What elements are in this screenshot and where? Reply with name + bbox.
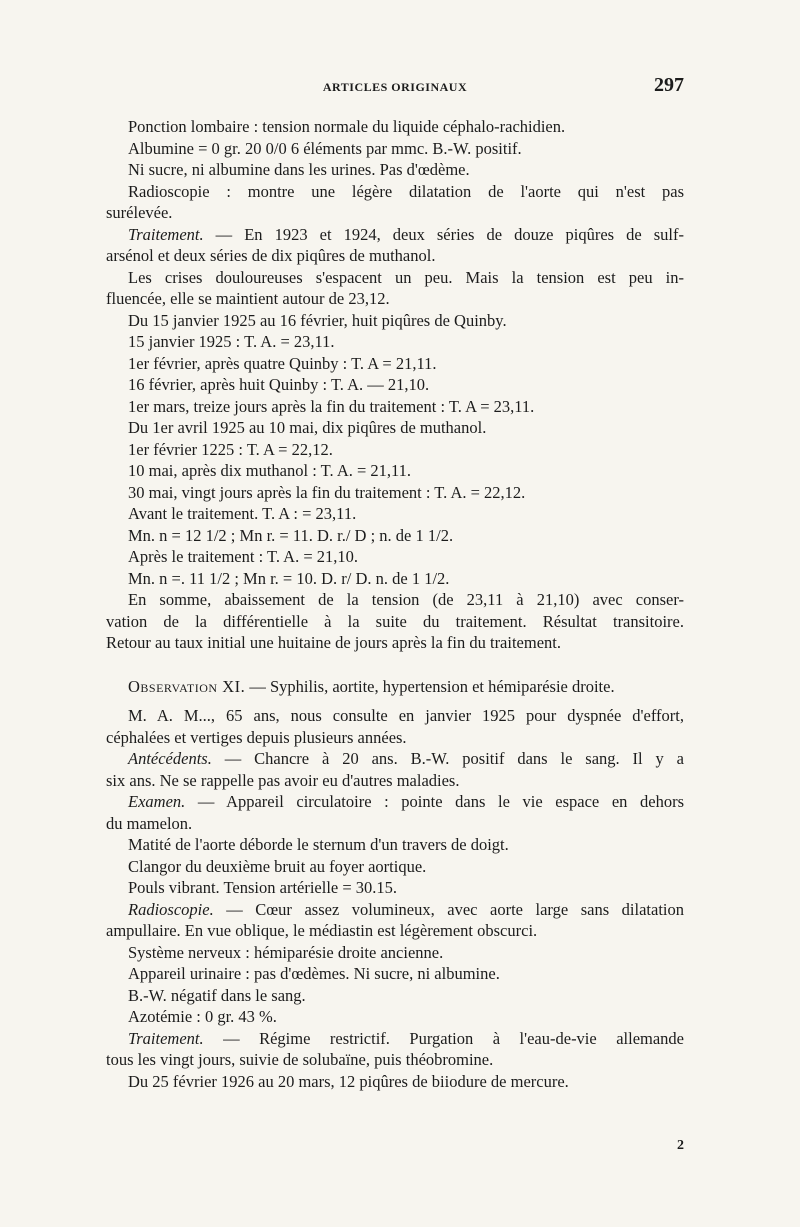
text-line — [106, 245, 684, 267]
text-line — [106, 748, 684, 770]
text-line — [106, 1028, 684, 1050]
text-line — [106, 224, 684, 246]
observation-heading — [106, 676, 684, 698]
text-line — [106, 1006, 684, 1028]
line-text: — Appareil circulatoire : pointe dans le vie espace en dehors — [185, 792, 684, 811]
text-line — [106, 331, 684, 353]
line-text: Du 25 février 1926 au 20 mars, 12 piqûres de biiodure de mercure. — [128, 1071, 569, 1091]
line-text: 16 février, après huit Quinby : T. A. — 21,10. — [128, 375, 430, 394]
line-text: Pouls vibrant. Tension artérielle = 30.15. — [128, 878, 398, 897]
line-text: arsénol et deux séries de dix piqûres de muthanol. — [106, 246, 436, 265]
line-text: ampullaire. En vue oblique, le médiastin est légèrement obscurci. — [106, 921, 538, 940]
page-number: 297 — [654, 74, 684, 96]
text-line — [106, 525, 684, 547]
text-line — [106, 942, 684, 964]
line-text: 15 janvier 1925 : T. A. = 23,11. — [128, 332, 335, 351]
line-text: Retour au taux initial une huitaine de jours après la fin du traitement. — [106, 633, 561, 652]
line-text: Radioscopie : montre une légère dilatation de l'aorte qui n'est pas — [128, 181, 684, 201]
text-line — [106, 856, 684, 878]
running-head: ARTICLES ORIGINAUX — [322, 80, 468, 94]
line-text: Les crises douloureuses s'espacent un peu. Mais la tension est peu in- — [128, 267, 684, 287]
line-text: Mn. n =. 11 1/2 ; Mn r. = 10. D. r/ D. n. de 1 1/2. — [128, 568, 450, 588]
line-text: du mamelon. — [106, 813, 193, 833]
text-line — [106, 985, 684, 1007]
line-text: 30 mai, vingt jours après la fin du traitement : T. A. = 22,12. — [128, 482, 526, 502]
text-line — [106, 310, 684, 332]
line-text: — En 1923 et 1924, deux séries de douze piqûres de sulf- — [203, 224, 684, 244]
line-text: tous les vingt jours, suivie de solubaïne, puis théobromine. — [106, 1050, 494, 1069]
section-lead: Examen. — [128, 792, 186, 811]
text-line — [106, 1071, 684, 1093]
section-lead: Radioscopie. — [128, 899, 214, 919]
line-text: — Régime restrictif. Purgation à l'eau-de-vie allemande — [203, 1028, 684, 1048]
line-text: Clangor du deuxième bruit au foyer aortique. — [128, 856, 427, 876]
line-text: surélevée. — [106, 203, 173, 222]
text-line — [106, 159, 684, 181]
text-line — [106, 568, 684, 590]
line-text: fluencée, elle se maintient autour de 23,12. — [106, 289, 390, 308]
line-text: — Chancre à 20 ans. B.-W. positif dans le sang. Il y a — [211, 749, 684, 768]
line-text: Avant le traitement. T. A : = 23,11. — [128, 504, 357, 523]
page-header — [106, 74, 684, 104]
text-line — [106, 834, 684, 856]
line-text: — Cœur assez volumineux, avec aorte large sans dilatation — [213, 899, 684, 919]
text-line — [106, 899, 684, 921]
text-line — [106, 439, 684, 461]
text-line — [106, 202, 684, 224]
text-line — [106, 417, 684, 439]
section-lead: Antécédents. — [128, 749, 212, 768]
text-line — [106, 396, 684, 418]
text-line — [106, 727, 684, 749]
text-line — [106, 589, 684, 611]
text-line — [106, 546, 684, 568]
line-text: B.-W. négatif dans le sang. — [128, 985, 306, 1005]
line-text: Ponction lombaire : tension normale du liquide céphalo-rachidien. — [128, 117, 566, 136]
line-text: Ni sucre, ni albumine dans les urines. Pas d'œdème. — [128, 160, 470, 179]
text-line — [106, 920, 684, 942]
line-text: vation de la différentielle à la suite du traitement. Résultat transitoire. — [106, 611, 684, 631]
text-line — [106, 611, 684, 633]
text-line — [106, 791, 684, 813]
text-line — [106, 267, 684, 289]
text-line — [106, 138, 684, 160]
line-text: Système nerveux : hémiparésie droite ancienne. — [128, 942, 444, 962]
text-line — [106, 181, 684, 203]
line-text: six ans. Ne se rappelle pas avoir eu d'autres maladies. — [106, 770, 460, 790]
line-text: 1er mars, treize jours après la fin du traitement : T. A = 23,11. — [128, 396, 535, 416]
text-line — [106, 813, 684, 835]
line-text: 1er février 1225 : T. A = 22,12. — [128, 439, 333, 459]
text-block-1 — [106, 116, 684, 654]
text-line — [106, 288, 684, 310]
section-lead: Traitement. — [128, 1028, 204, 1048]
line-text: En somme, abaissement de la tension (de 23,11 à 21,10) avec conser- — [128, 590, 684, 609]
line-text: Après le traitement : T. A. = 21,10. — [128, 547, 359, 566]
line-text: Du 1er avril 1925 au 10 mai, dix piqûres de muthanol. — [128, 418, 487, 437]
text-line — [106, 460, 684, 482]
text-block-2 — [106, 705, 684, 1092]
line-text: Matité de l'aorte déborde le sternum d'un travers de doigt. — [128, 835, 509, 854]
line-text: Mn. n = 12 1/2 ; Mn r. = 11. D. r./ D ; n. de 1 1/2. — [128, 525, 454, 545]
section-lead: Traitement. — [128, 224, 204, 244]
text-line — [106, 116, 684, 138]
line-text: M. A. M..., 65 ans, nous consulte en janvier 1925 pour dyspnée d'effort, — [128, 706, 684, 725]
line-text: Albumine = 0 gr. 20 0/0 6 éléments par mmc. B.-W. positif. — [128, 138, 522, 158]
text-line — [106, 632, 684, 654]
text-line — [106, 705, 684, 727]
text-line — [106, 963, 684, 985]
line-text: céphalées et vertiges depuis plusieurs années. — [106, 727, 407, 747]
text-line — [106, 503, 684, 525]
line-text: Azotémie : 0 gr. 43 %. — [128, 1007, 277, 1026]
text-line — [106, 482, 684, 504]
text-line — [106, 374, 684, 396]
text-line — [106, 1049, 684, 1071]
observation-label: Observation XI. — [128, 676, 246, 696]
text-line — [106, 353, 684, 375]
line-text: Du 15 janvier 1925 au 16 février, huit piqûres de Quinby. — [128, 310, 507, 330]
text-line — [106, 877, 684, 899]
observation-title: — Syphilis, aortite, hypertension et hémiparésie droite. — [245, 676, 615, 696]
line-text: 10 mai, après dix muthanol : T. A. = 21,11. — [128, 461, 412, 480]
line-text: 1er février, après quatre Quinby : T. A = 21,11. — [128, 353, 437, 373]
page-body — [106, 116, 684, 1092]
text-line — [106, 770, 684, 792]
signature-mark: 2 — [677, 1138, 684, 1153]
line-text: Appareil urinaire : pas d'œdèmes. Ni sucre, ni albumine. — [128, 964, 500, 983]
